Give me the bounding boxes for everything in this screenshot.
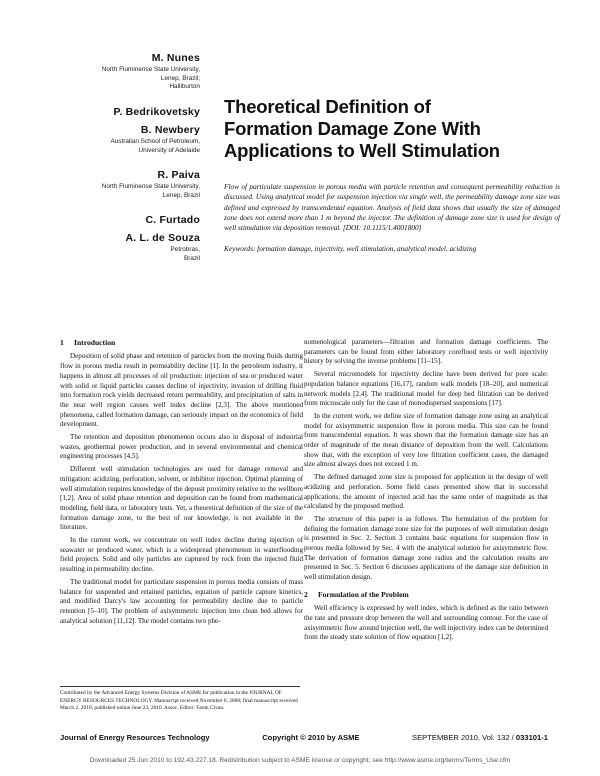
download-notice: Downloaded 25 Jun 2010 to 192.43.227.18. Redistribution subject to ASME license or copyright; see http://www.asme.org/terms/Terms_Use.cfm	[89, 757, 511, 764]
body-paragraph: In the current work, we concentrate on well index decline during injection of seawater or produced water, which is a widespread phenomenon in waterflooding field projects. Solid and oily particles are captured by rock from the injected fluid resulting in permeability decline.	[60, 536, 303, 574]
author-name: M. Nunes	[151, 52, 200, 64]
author-affiliation	[60, 66, 200, 92]
keywords: Keywords: formation damage, injectivity, well stimulation, analytical model, acidizing	[224, 244, 477, 253]
affiliation-line: University of Adelaide	[138, 146, 200, 154]
section-title: Introduction	[74, 338, 116, 347]
page-number: 033101-1	[515, 733, 548, 742]
body-paragraph: Different well stimulation technologies are used for damage removal and mitigation: acidizing, perforation, solvent, or inhibitor injection. Optimal planning of well stimulation requires knowledge of the deposit proximity relative to the wellbore [1,2]. Area of solid phase retention and deposition can be found from mathematical modeling, field data, or laboratory tests. Yet, a theoretical definition of the size of the formation damage zone, to the best of our knowledge, is not available in the literature.	[60, 465, 303, 532]
author-name: R. Paiva	[157, 169, 200, 182]
running-footer	[60, 733, 548, 742]
issue-date-volume: SEPTEMBER 2010, Vol. 132 /	[412, 733, 514, 742]
journal-name: Journal of Energy Resources Technology	[60, 733, 210, 742]
body-paragraph: Well efficiency is expressed by well index, which is defined as the ratio between the rate and pressure drop between the well and surrounding contour. For the case of axisymmetric flow around injection well, the well injectivity index can be determined from the steady state solution of flow equation [1,2].	[304, 604, 548, 642]
author-name: C. Furtado	[145, 214, 200, 227]
title-line: Formation Damage Zone With	[224, 118, 481, 140]
section-title: Formulation of the Problem	[318, 589, 409, 599]
affiliation-line: Petrobras,	[170, 246, 200, 254]
body-paragraph: In the current work, we define size of formation damage zone using an analytical model for axisymmetric suspension flow in porous media. This size can be found from transcendental equation. It was shown that the formation damage size has an order of magnitude of the mean distance of deposition from the well. Calculations show that, with the exception of very low filtration coefficient cases, the damaged size almost always does not exceed 1 m.	[304, 411, 548, 469]
author-name: A. L. de Souza	[125, 232, 200, 245]
author-affiliation	[60, 183, 200, 200]
affiliation-line: North Fluminense State University,	[101, 66, 200, 73]
affiliation-line: Halliburton	[169, 83, 200, 91]
section-heading-formulation	[304, 590, 548, 600]
author-affiliation	[60, 138, 200, 155]
author-name: P. Bedrikovetsky	[113, 105, 200, 118]
footnote	[60, 686, 300, 713]
body-paragraph: Deposition of solid phase and retention of particles from the moving fluids during flow in porous media result in permeability decline [1]. In the petroleum industry, it happens in almost all processes of oil production: injection of sea or produced water with solid or liquid particles causes decline of injectivity, invasion of drilling fluid into formation rock yields decreased return permeability, and precipitation of salts in the near well region causes well index decline [2,3]. The above mentioned phenomena, called formation damage, can seriously impact on the economics of field development.	[60, 352, 303, 429]
body-paragraph: The structure of this paper is as follows. The formulation of the problem for defining the formation damage zone size for the purposes of well stimulation design is presented in Sec. 2. Section 3 contains basic equations for suspension flow in porous media followed by Sec. 4 with the analytical solution for axisymmetric flow. The derivation of formation damage zone radius and the calculation results are presented in Sec. 5. Section 6 discusses applications of the damage size definition in well stimulation design.	[304, 514, 548, 582]
body-paragraph: The defined damaged zone size is proposed for application in the design of well acidizing and perforation. Some field cases presented show that in successful applications, the amount of injected acid has the same order of magnitude as that calculated by the proposed method.	[304, 473, 548, 511]
right-column	[304, 338, 548, 646]
author-affiliation	[60, 246, 200, 263]
section-number: 1	[60, 338, 64, 347]
body-paragraph: The traditional model for particulate suspension in porous media consists of mass balance for suspended and retained particles, equation of particle capture kinetics, and modified Darcy's law accounting for permeability decline due to particle retention [5–10]. The problem of axisymmetric injection into clean bed allows for analytical solution [11,12]. The model contains two phe-	[60, 577, 303, 625]
author-block	[60, 124, 200, 155]
body-paragraph: The retention and deposition phenomenon occurs also in disposal of industrial wastes, geothermal power production, and in several environmental and chemical engineering processes [4,5].	[60, 433, 303, 461]
author-name: B. Newbery	[140, 123, 200, 136]
affiliation-line: Lenep, Brazil;	[160, 74, 200, 82]
title-line: Theoretical Definition of	[224, 96, 431, 117]
author-block	[60, 169, 200, 200]
author-block	[60, 106, 200, 118]
author-list	[60, 52, 200, 278]
copyright-notice: Copyright © 2010 by ASME	[262, 733, 360, 742]
title-line: Applications to Well Stimulation	[224, 140, 500, 162]
affiliation-line: Lenep, Brazil	[162, 191, 200, 199]
section-number: 2	[304, 589, 308, 599]
affiliation-line: North Fluminense State University,	[101, 183, 200, 191]
left-column	[60, 338, 303, 629]
author-block	[60, 52, 200, 92]
affiliation-line: Australian School of Petroleum,	[110, 137, 200, 145]
abstract: Flow of particulate suspension in porous media with particle retention and consequent permeability reduction is discussed. Using analytical model for suspension injection via single well, the permeability damage zone size was defined and expressed by transcendental equation. Analysis of field data shows that usually the size of damaged zone does not extend more than 1 m beyond the injector. The definition of damage zone size is used for design of well stimulation via deposition removal. [DOI: 10.1115/1.4001800]	[224, 182, 560, 233]
issue-info	[412, 733, 548, 742]
affiliation-line: Brazil	[184, 255, 200, 263]
footnote-text: Contributed by the Advanced Energy Systems Division of ASME for publication in the JOURNAL OF ENERGY RESOURCES TECHNOLOGY. Manuscript received November 6, 2008; final manuscript received March 2, 2010; published online June 23, 2010. Assoc. Editor: Faruk Civan.	[60, 690, 298, 712]
paper-title	[224, 96, 554, 163]
section-heading-introduction	[60, 338, 303, 348]
author-block	[60, 214, 200, 226]
body-paragraph: nomenological parameters—filtration and formation damage coefficients. The parameters can be found from either laboratory coreflood tests or well injectivity history by solving the inverse problems [11–15].	[304, 338, 548, 366]
author-block	[60, 232, 200, 263]
body-paragraph: Several micromodels for injectivity decline have been derived for pore scale: population balance equations [16,17], random walk models [18–20], and numerical network models [2,4]. The traditional model for deep bed filtration can be derived from microscale only for the case of monodispersed suspensions [17].	[304, 370, 548, 408]
